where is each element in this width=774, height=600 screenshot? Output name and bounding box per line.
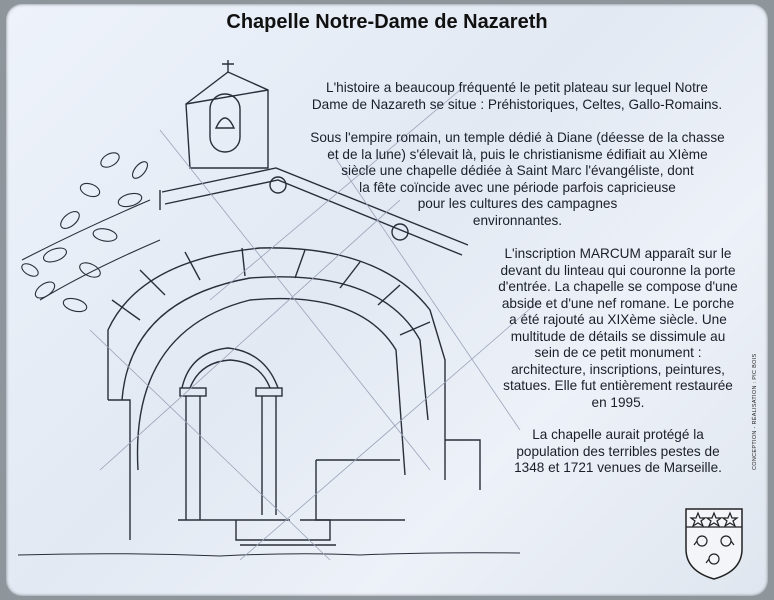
- coat-of-arms-icon: [682, 505, 746, 581]
- plague-paragraph: La chapelle aurait protégé la population des terribles pestes de 1348 et 1721 venues de Marseille.: [514, 427, 722, 475]
- roman-empire-paragraph: Sous l'empire romain, un temple dédié à Diane (déesse de la chasse et de la lune) s'élevait là, puis le christianisme édifiait au XIème siècle une chapelle dédiée à Saint Marc l'évangéliste, dont la fête coïncide avec une période parfois capricieuse pour les cultures des campagnes environnantes.: [310, 130, 725, 228]
- credit-text: CONCEPTION - RÉALISATION : PIC BOIS: [752, 353, 758, 470]
- inscription-paragraph: L'inscription MARCUM apparaît sur le devant du linteau qui couronne la porte d'entrée. La chapelle se compose d'une abside et d'une nef romane. Le porche a été rajouté au XIXème siècle. Une multitude de détails se dissimule au sein de ce petit monument : architecture, inscriptions, peintures, statues. Elle fut entièrement restaurée en 1995.: [498, 246, 738, 410]
- page-title: Chapelle Notre-Dame de Nazareth: [226, 11, 548, 33]
- history-paragraph: L'histoire a beaucoup fréquenté le petit plateau sur lequel Notre Dame de Nazareth se situe : Préhistoriques, Celtes, Gallo-Romains.: [311, 80, 723, 112]
